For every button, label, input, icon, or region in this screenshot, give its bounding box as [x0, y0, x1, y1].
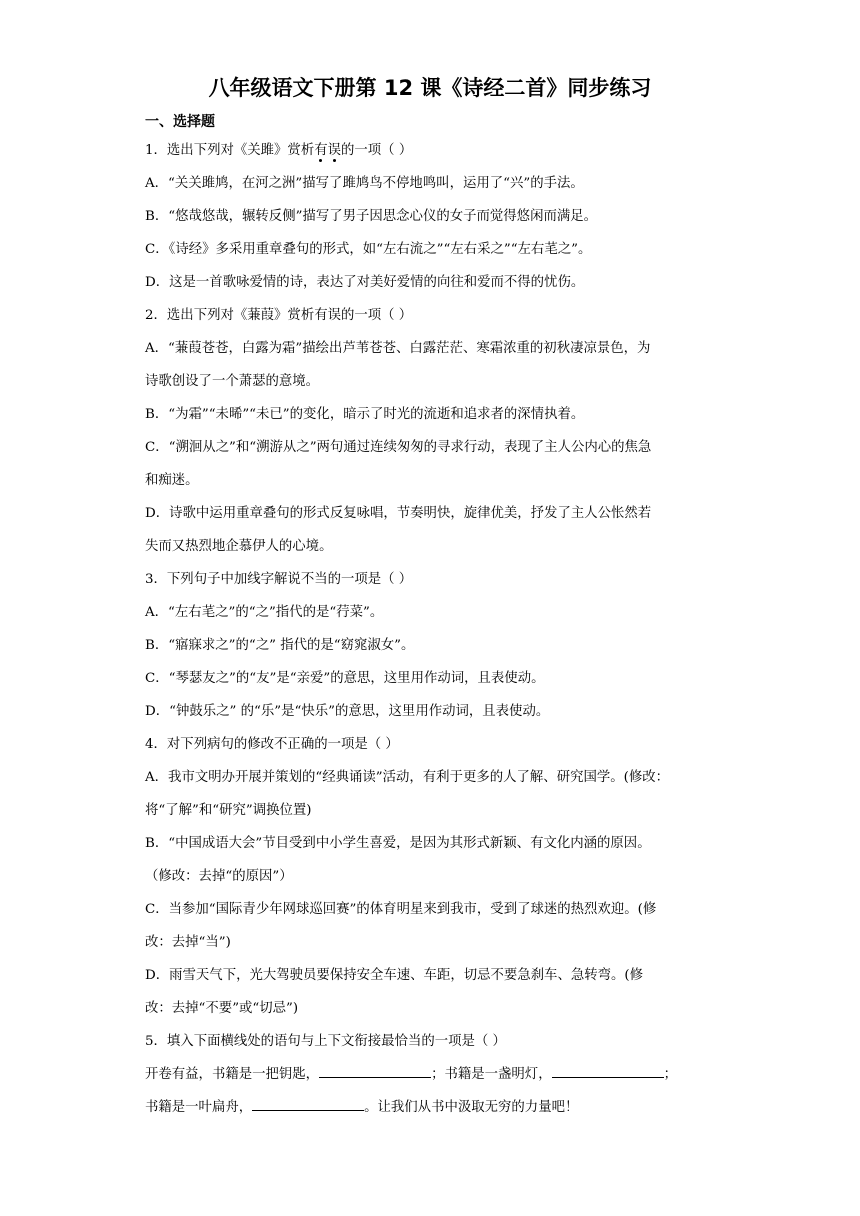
page-title: 八年级语文下册第 12 课《诗经二首》同步练习: [208, 76, 652, 100]
question-2-stem: 2．选出下列对《蒹葭》赏析有误的一项（ ）: [145, 308, 413, 323]
question-3-option-d: D．“钟鼓乐之” 的“乐”是“快乐”的意思，这里用作动词，且表使动。: [145, 704, 550, 719]
emphasis-dot-char: 误: [327, 143, 341, 158]
question-4-option-b: B．“中国成语大会”节目受到中小学生喜爱，是因为其形式新颖、有文化内涵的原因。: [145, 836, 651, 851]
fill-blank-2: [552, 1062, 664, 1078]
question-2-option-c-cont: 和痴迷。: [145, 473, 199, 488]
question-1-stem: [145, 134, 720, 167]
question-4-option-c-cont: 改：去掉“当”): [145, 935, 231, 950]
question-4-option-b-cont: （修改：去掉“的原因”）: [145, 869, 293, 884]
passage-text: ；: [663, 1067, 677, 1082]
question-2-option-d: D．诗歌中运用重章叠句的形式反复咏唱，节奏明快，旋律优美，抒发了主人公怅然若: [145, 506, 652, 521]
question-3-option-a: A．“左右芼之”的“之”指代的是“荇菜”。: [145, 605, 384, 620]
question-5-passage-line-2: [145, 1091, 720, 1124]
question-2-option-b: B．“为霜”“未晞”“未已”的变化，暗示了时光的流逝和追求者的深情执着。: [145, 407, 585, 422]
passage-text: 。让我们从书中汲取无穷的力量吧！: [364, 1100, 579, 1115]
fill-blank-3: [252, 1095, 364, 1111]
question-4-stem: 4．对下列病句的修改不正确的一项是（ ）: [145, 737, 399, 752]
question-1-option-b: B．“悠哉悠哉，辗转反侧”描写了男子因思念心仪的女子而觉得悠闲而满足。: [145, 209, 598, 224]
question-2-option-d-cont: 失而又热烈地企慕伊人的心境。: [145, 539, 333, 554]
question-list: [145, 134, 720, 1124]
question-1-option-a: A．“关关雎鸠，在河之洲”描写了雎鸠鸟不停地鸣叫，运用了“兴”的手法。: [145, 176, 584, 191]
question-1-option-d: D．这是一首歌咏爱情的诗，表达了对美好爱情的向往和爱而不得的忧伤。: [145, 275, 585, 290]
question-1-stem-text: 1．选出下列对《关雎》赏析: [145, 143, 315, 158]
question-1-option-c: C．《诗经》多采用重章叠句的形式，如“左右流之”“左右采之”“左右芼之”。: [145, 242, 592, 257]
question-4-option-c: C．当参加“国际青少年网球巡回赛”的体育明星来到我市，受到了球迷的热烈欢迎。(修: [145, 902, 657, 917]
question-3-stem: 3．下列句子中加线字解说不当的一项是（ ）: [145, 572, 413, 587]
passage-text: 书籍是一叶扁舟，: [145, 1100, 253, 1115]
question-2-option-c: C．“溯洄从之”和“溯游从之”两句通过连续匆匆的寻求行动，表现了主人公内心的焦急: [145, 440, 652, 455]
question-2-option-a-cont: 诗歌创设了一个萧瑟的意境。: [145, 374, 320, 389]
question-3-option-c: C．“琴瑟友之”的“友”是“亲爱”的意思，这里用作动词，且表使动。: [145, 671, 545, 686]
question-3-option-b: B．“寤寐求之”的“之” 指代的是“窈窕淑女”。: [145, 638, 415, 653]
fill-blank-1: [319, 1062, 431, 1078]
question-5-stem: 5．填入下面横线处的语句与上下文衔接最恰当的一项是（ ）: [145, 1034, 506, 1049]
emphasis-dot-char: 有: [314, 143, 328, 158]
question-2-option-a: A．“蒹葭苍苍，白露为霜”描绘出芦苇苍苍、白露茫茫、寒霜浓重的初秋凄凉景色，为: [145, 341, 651, 356]
question-4-option-a: A．我市文明办开展并策划的“经典诵读”活动，有利于更多的人了解、研究国学。(修改：: [145, 770, 670, 785]
question-4-option-a-cont: 将“了解”和“研究”调换位置): [145, 803, 312, 818]
question-1-stem-tail: 的一项（ ）: [341, 143, 413, 158]
passage-text: 开卷有益，书籍是一把钥匙，: [145, 1067, 320, 1082]
passage-text: ；书籍是一盏明灯，: [431, 1067, 552, 1082]
question-5-passage-line-1: [145, 1058, 720, 1091]
question-4-option-d: D．雨雪天气下，光大驾驶员要保持安全车速、车距，切忌不要急刹车、急转弯。(修: [145, 968, 644, 983]
question-4-option-d-cont: 改：去掉“不要”或“切忌”): [145, 1001, 299, 1016]
section-heading: 一、选择题: [145, 114, 215, 130]
